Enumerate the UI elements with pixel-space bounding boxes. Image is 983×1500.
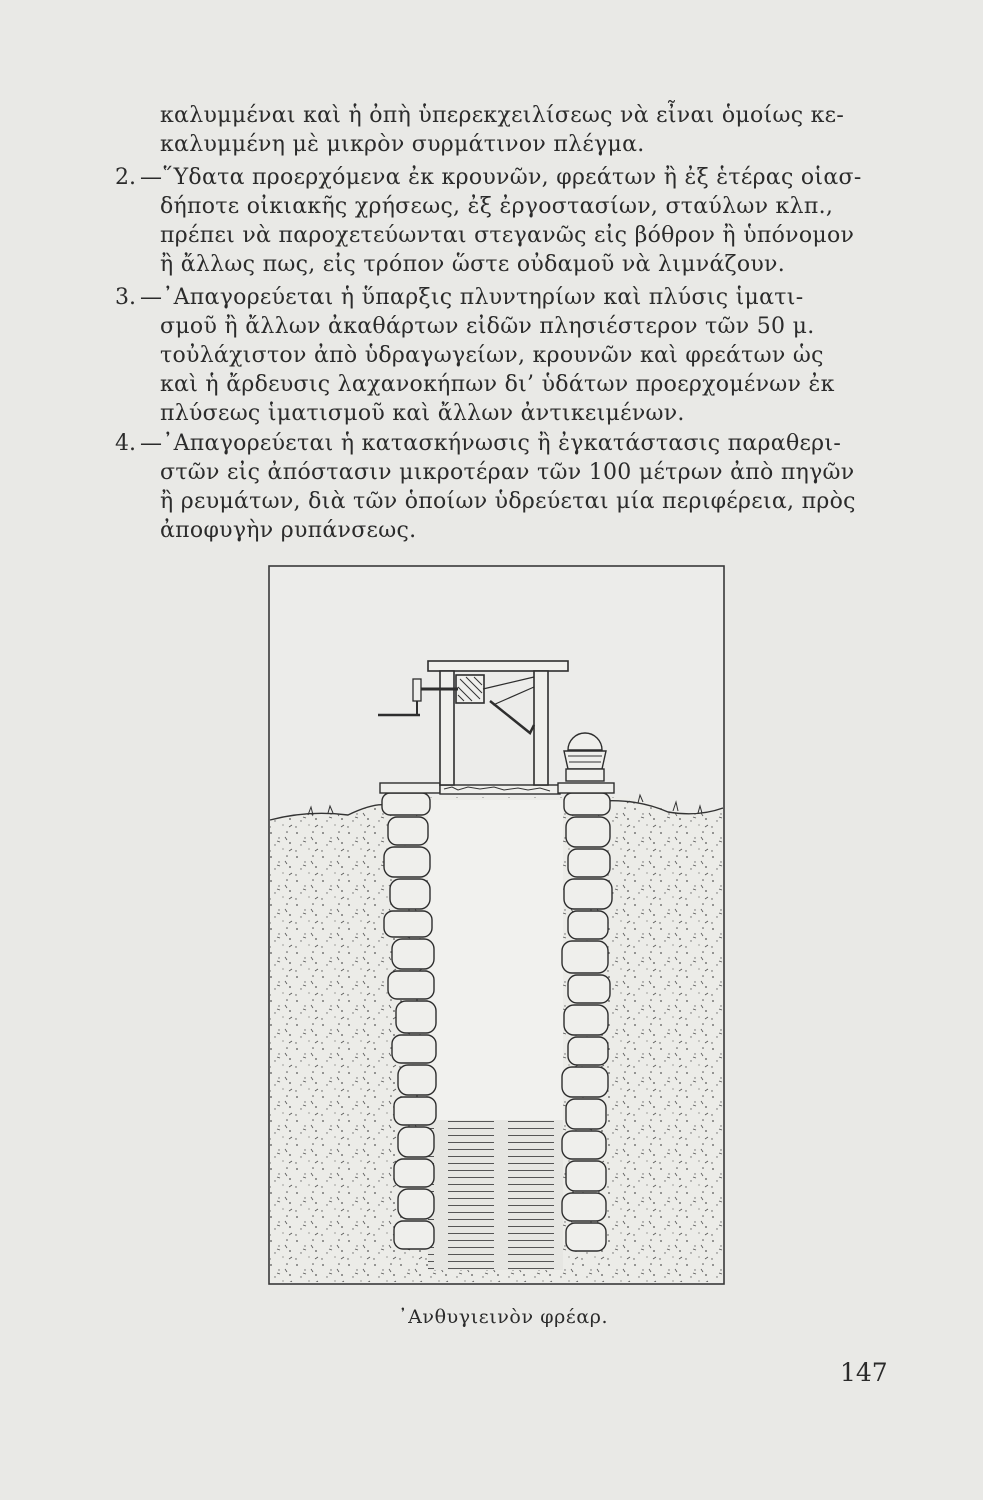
item-number: 4. [115,431,136,456]
figure-caption: ᾿Ανθυγιεινὸν φρέαρ. [398,1306,609,1328]
text-line: ἀποφυγὴν ρυπάνσεως. [160,518,417,543]
text-line: ἢ ἄλλως πως, εἰς τρόπον ὥστε οὐδαμοῦ νὰ λιμνάζουν. [160,252,786,277]
page-number: 147 [840,1358,888,1387]
text-line: πλύσεως ἱματισμοῦ καὶ ἄλλων ἀντικειμένων. [160,401,685,426]
text-line: πρέπει νὰ παροχετεύωνται στεγανῶς εἰς βόθρον ἢ ὑπόνομον [160,223,855,248]
text-line: —᾿Απαγορεύεται ἡ κατασκήνωσις ἢ ἐγκατάστασις παραθερι- [140,431,842,456]
text-line: στῶν εἰς ἀπόστασιν μικροτέραν τῶν 100 μέτρων ἀπὸ πηγῶν [160,460,855,485]
text-line: ἢ ρευμάτων, διὰ τῶν ὁποίων ὑδρεύεται μία περιφέρεια, πρὸς [160,489,856,514]
text-line: —῞Υδατα προερχόμενα ἐκ κρουνῶν, φρεάτων ἢ ἐξ ἑτέρας οἱασ- [140,165,862,190]
text-line: δήποτε οἰκιακῆς χρήσεως, ἐξ ἐργοστασίων, σταύλων κλπ., [160,194,834,219]
item-number: 3. [115,285,136,310]
text-line: καὶ ἡ ἄρδευσις λαχανοκήπων δι’ ὑδάτων προερχομένων ἐκ [160,372,835,397]
text-line: καλυμμένη μὲ μικρὸν συρμάτινον πλέγμα. [160,132,645,157]
text-line: —᾿Απαγορεύεται ἡ ὕπαρξις πλυντηρίων καὶ πλύσις ἱματι- [140,285,804,310]
item-number: 2. [115,165,136,190]
well-illustration [268,565,725,1285]
text-line: σμοῦ ἢ ἄλλων ἀκαθάρτων εἰδῶν πλησιέστερον τῶν 50 μ. [160,314,815,339]
text-line: καλυμμέναι καὶ ἡ ὀπὴ ὑπερεκχειλίσεως νὰ εἶναι ὁμοίως κε- [160,103,845,128]
text-line: τοὐλάχιστον ἀπὸ ὑδραγωγείων, κρουνῶν καὶ φρεάτων ὡς [160,343,824,368]
